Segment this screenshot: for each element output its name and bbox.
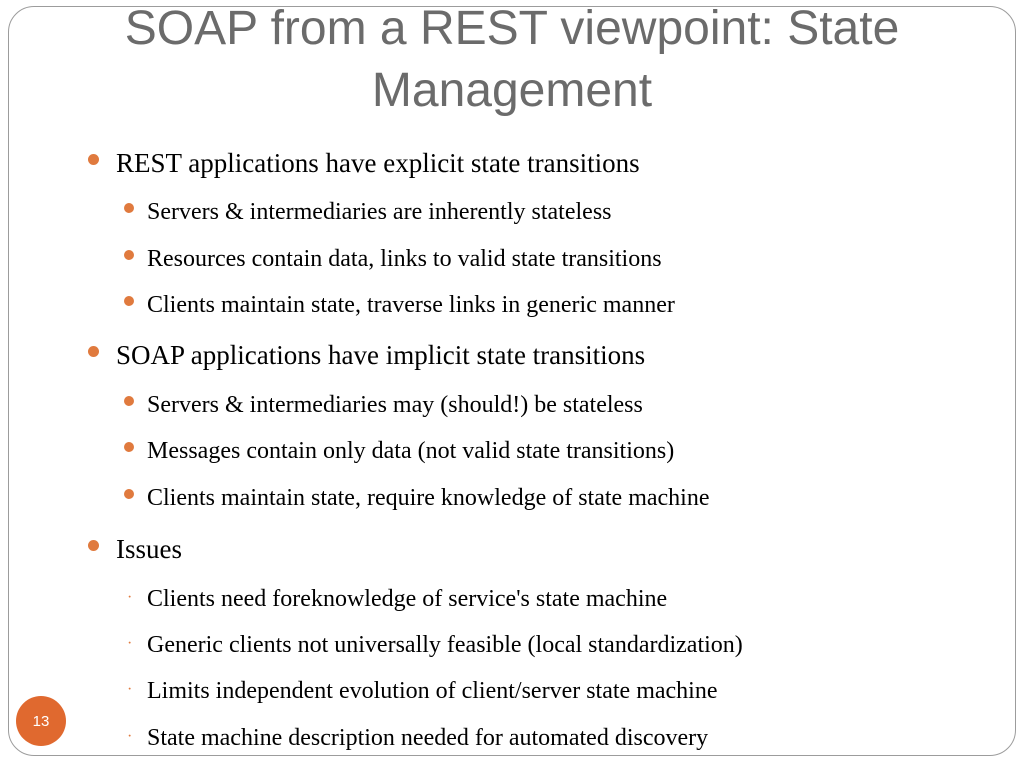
bullet-dot-icon (124, 265, 147, 266)
bullet-text: SOAP applications have implicit state transitions (116, 340, 646, 370)
bullet-dot-icon (124, 311, 147, 312)
bullet-item-level2 (124, 246, 662, 273)
middle-dot-bullet-icon: · (127, 635, 133, 652)
bullet-text: Limits independent evolution of client/server state machine (147, 678, 718, 704)
bullet-item-level1 (88, 534, 182, 565)
middle-dot-bullet-icon: · (127, 589, 133, 606)
bullet-item-level2 (124, 485, 710, 512)
bullet-item-level3 (124, 678, 718, 705)
bullet-item-level2 (124, 392, 643, 419)
bullet-text: Resources contain data, links to valid state transitions (147, 246, 662, 272)
bullet-item-level2 (124, 438, 674, 465)
bullet-text: Clients need foreknowledge of service's state machine (147, 586, 668, 612)
slide-title: SOAP from a REST viewpoint: State Management (124, 2, 900, 117)
bullet-item-level3 (124, 586, 667, 613)
bullet-dot-icon (124, 411, 147, 412)
bullet-text: Clients maintain state, traverse links in generic manner (147, 292, 675, 318)
page-number-badge: 13 (16, 696, 66, 746)
bullet-text: Servers & intermediaries may (should!) be stateless (147, 392, 643, 418)
bullet-dot-icon (88, 171, 116, 172)
bullet-item-level2 (124, 292, 675, 319)
bullet-item-level1 (88, 148, 640, 179)
bullet-dot-icon (124, 457, 147, 458)
middle-dot-bullet-icon: · (127, 681, 133, 698)
bullet-item-level1 (88, 340, 645, 371)
bullet-item-level3 (124, 725, 708, 752)
bullet-text: Messages contain only data (not valid state transitions) (147, 438, 675, 464)
bullet-dot-icon (88, 363, 116, 364)
bullet-text: REST applications have explicit state transitions (116, 148, 640, 178)
bullet-text: Generic clients not universally feasible (local standardization) (147, 632, 743, 658)
bullet-item-level2 (124, 199, 612, 226)
bullet-text: Clients maintain state, require knowledge of state machine (147, 485, 710, 511)
middle-dot-bullet-icon: · (127, 728, 133, 745)
bullet-dot-icon (124, 218, 147, 219)
bullet-dot-icon (124, 504, 147, 505)
bullet-text: State machine description needed for automated discovery (147, 725, 709, 751)
bullet-dot-icon (88, 557, 116, 558)
bullet-text: Servers & intermediaries are inherently stateless (147, 199, 612, 225)
bullet-item-level3 (124, 632, 743, 659)
bullet-text: Issues (116, 534, 182, 564)
